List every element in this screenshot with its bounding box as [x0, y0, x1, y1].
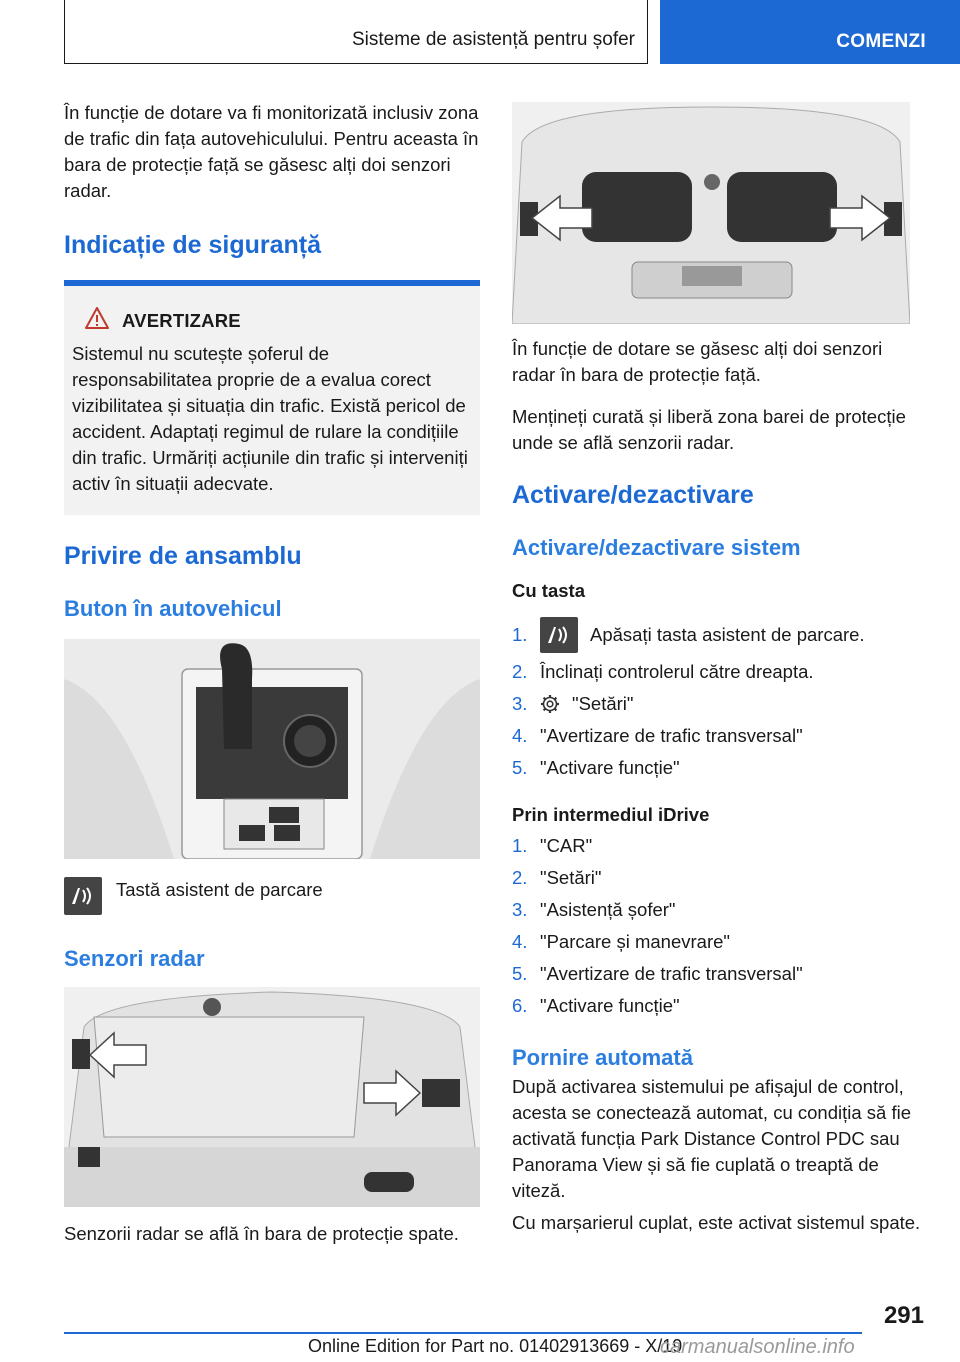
center-console-image — [64, 639, 480, 859]
list-item: 2. Înclinați controlerul către dreapta. — [512, 661, 814, 682]
system-heading: Activare/dezactivare sistem — [512, 535, 801, 560]
footer-edition: Online Edition for Part no. 01402913669 - X/19 — [308, 1336, 683, 1356]
watermark-logo: carmanualsonline.info — [660, 1336, 855, 1358]
list-item: 1. "CAR" — [512, 835, 593, 856]
header-badge-box — [660, 0, 960, 64]
gear-icon — [540, 694, 564, 714]
idrive-steps-list — [512, 830, 924, 1022]
key-heading: Cu tasta — [512, 580, 585, 601]
list-item: 6. "Activare funcție" — [512, 995, 680, 1016]
activation-heading: Activare/dezactivare — [512, 481, 754, 509]
list-item: 4. "Avertizare de trafic transversal" — [512, 725, 803, 746]
list-item: 5. "Avertizare de trafic transversal" — [512, 963, 803, 984]
button-heading: Buton în autovehicul — [64, 596, 282, 621]
intro-paragraph: În funcție de dotare va fi monitorizată inclusiv zona de trafic din fața autovehiculului. Pentru aceasta în bara de protecție față se găsesc alți doi senzori radar. — [64, 102, 479, 201]
list-item: 3. "Asistență șofer" — [512, 899, 676, 920]
list-item: 1. Apăsați tasta asistent de parcare. — [512, 614, 924, 656]
list-item: 2. "Setări" — [512, 867, 602, 888]
front-bumper-image — [512, 102, 910, 324]
warning-triangle-icon — [84, 306, 110, 335]
keep-clean-paragraph: Mențineți curată și liberă zona barei de protecție unde se află senzorii radar. — [512, 406, 906, 453]
header-section-box — [64, 0, 648, 64]
warning-title: AVERTIZARE — [122, 309, 241, 331]
auto-start-heading: Pornire automată — [512, 1045, 693, 1070]
footer-rule — [64, 1332, 862, 1334]
warning-text: Sistemul nu scutește șoferul de responsabilitatea proprie de a evalua corect vizibilitatea și situația din trafic. Există pericol de accident. Adaptați regimul de rulare la condițiile din trafic. Urmăriți acțiunile din trafic și interveniți activ în situații adecvate. — [72, 343, 468, 494]
list-item: 5. "Activare funcție" — [512, 757, 680, 778]
parking-assistant-key-icon — [540, 617, 578, 653]
left-column — [64, 100, 480, 1247]
rear-bumper-image — [64, 987, 480, 1207]
key-steps-list — [512, 614, 924, 784]
section-title: Sisteme de asistență pentru șofer — [351, 29, 635, 50]
right-column — [512, 100, 924, 1236]
radar-caption: Senzorii radar se află în bara de protecție spate. — [64, 1223, 459, 1244]
front-caption: În funcție de dotare se găsesc alți doi senzori radar în bara de protecție față. — [512, 338, 883, 385]
parking-assistant-key-icon — [64, 877, 102, 915]
overview-heading: Privire de ansamblu — [64, 542, 302, 570]
idrive-heading: Prin intermediul iDrive — [512, 804, 710, 825]
list-item: 3. "Setări" — [512, 693, 634, 714]
page-number: 291 — [883, 1302, 924, 1329]
list-item: 4. "Parcare și manevrare" — [512, 931, 730, 952]
chapter-badge: COMENZI — [836, 31, 926, 52]
warning-box — [64, 286, 480, 515]
radar-heading: Senzori radar — [64, 946, 205, 971]
auto-start-paragraph: După activarea sistemului pe afișajul de control, acesta se conectează automat, cu condiția să fie activată funcția Park Distance Control PDC sau Panorama View și să fie cuplată o treaptă de viteză. — [512, 1076, 912, 1201]
button-caption: Tastă asistent de parcare — [116, 879, 323, 900]
safety-heading: Indicație de siguranță — [64, 231, 322, 259]
reverse-gear-paragraph: Cu marșarierul cuplat, este activat sistemul spate. — [512, 1212, 921, 1233]
